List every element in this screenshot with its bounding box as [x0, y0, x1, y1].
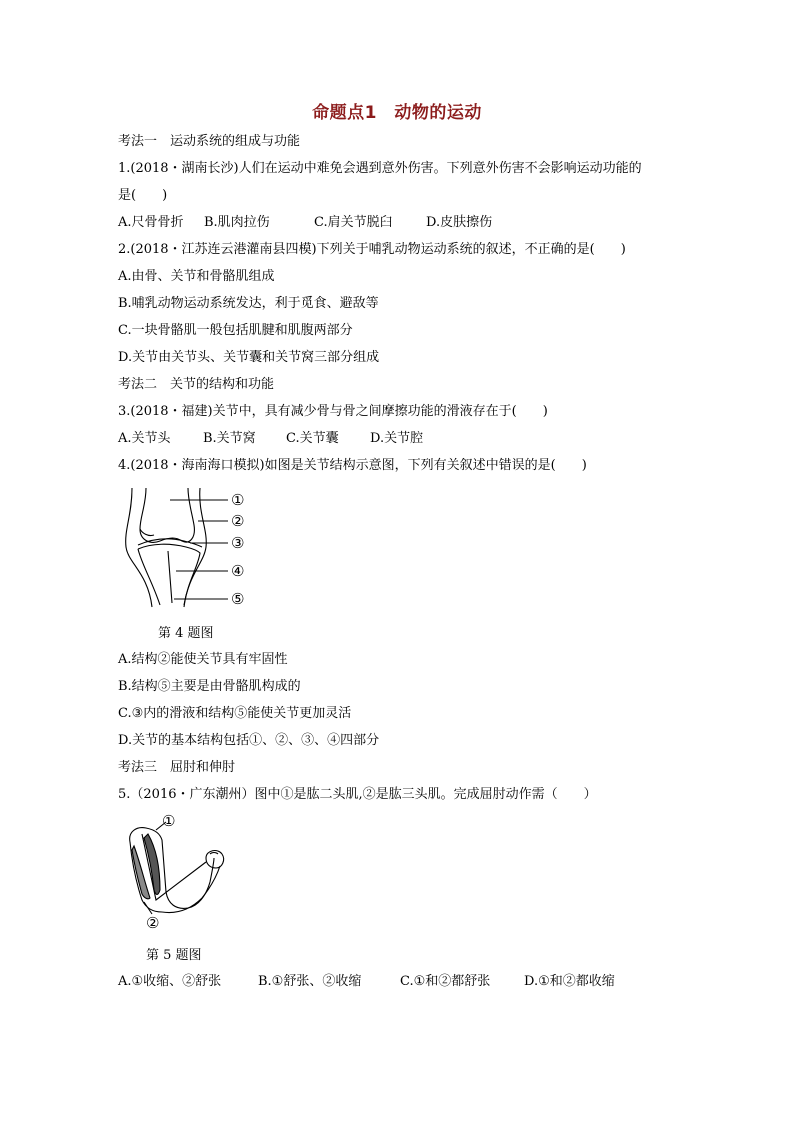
section-heading: 考法一 运动系统的组成与功能	[118, 134, 301, 149]
q1-option-d: D.皮肤擦伤	[426, 215, 493, 230]
q1-option-a: A.尺骨骨折	[118, 215, 184, 230]
section-heading: 考法二 关节的结构和功能	[118, 377, 275, 392]
q2-option-b: B.哺乳动物运动系统发达，利于觅食、避敌等	[118, 296, 379, 311]
arm-label-2: ②	[146, 914, 160, 932]
q4-stem: 4.(2018・海南海口模拟)如图是关节结构示意图，下列有关叙述中错误的是( )	[118, 458, 587, 473]
q3-option-d: D.关节腔	[370, 431, 424, 446]
q5-option-b: B.①舒张、②收缩	[258, 974, 362, 989]
q3-option-c: C.关节囊	[286, 431, 339, 446]
q3-stem: 3.(2018・福建)关节中，具有减少骨与骨之间摩擦功能的滑液存在于( )	[118, 404, 548, 419]
q4-option-a: A.结构②能使关节具有牢固性	[118, 652, 288, 667]
joint-label-3: ③	[231, 534, 245, 552]
arm-label-1: ①	[162, 812, 176, 830]
page-title: 命题点1 动物的运动	[312, 103, 482, 123]
figure-4-caption: 第 4 题图	[158, 626, 214, 641]
joint-label-2: ②	[231, 512, 245, 530]
q2-option-a: A.由骨、关节和骨骼肌组成	[118, 269, 275, 284]
q5-option-d: D.①和②都收缩	[524, 974, 615, 989]
q5-stem: 5.（2016・广东潮州）图中①是肱二头肌,②是肱三头肌。完成屈肘动作需（ ）	[118, 787, 597, 802]
section-heading: 考法三 屈肘和伸肘	[118, 760, 236, 775]
q4-option-c: C.③内的滑液和结构⑤能使关节更加灵活	[118, 706, 352, 721]
q2-stem: 2.(2018・江苏连云港灌南县四模)下列关于哺乳动物运动系统的叙述，不正确的是( )	[118, 242, 626, 257]
q5-option-c: C.①和②都舒张	[400, 974, 491, 989]
joint-diagram	[118, 485, 258, 615]
q1-option-b: B.肌肉拉伤	[204, 215, 270, 230]
q4-option-d: D.关节的基本结构包括①、②、③、④四部分	[118, 733, 380, 748]
q3-option-b: B.关节窝	[203, 431, 256, 446]
q5-option-a: A.①收缩、②舒张	[118, 974, 222, 989]
q2-option-c: C.一块骨骼肌一般包括肌腱和肌腹两部分	[118, 323, 353, 338]
q1-option-c: C.肩关节脱臼	[314, 215, 393, 230]
figure-5-caption: 第 5 题图	[146, 948, 202, 963]
q2-option-d: D.关节由关节头、关节囊和关节窝三部分组成	[118, 350, 380, 365]
q1-stem-cont: 是( )	[118, 188, 168, 203]
q4-option-b: B.结构⑤主要是由骨骼肌构成的	[118, 679, 301, 694]
joint-label-1: ①	[231, 491, 245, 509]
q1-stem: 1.(2018・湖南长沙)人们在运动中难免会遇到意外伤害。下列意外伤害不会影响运动功能的	[118, 161, 642, 176]
arm-muscle-diagram	[122, 812, 232, 934]
joint-label-5: ⑤	[231, 590, 245, 608]
joint-label-4: ④	[231, 562, 245, 580]
q3-option-a: A.关节头	[118, 431, 171, 446]
